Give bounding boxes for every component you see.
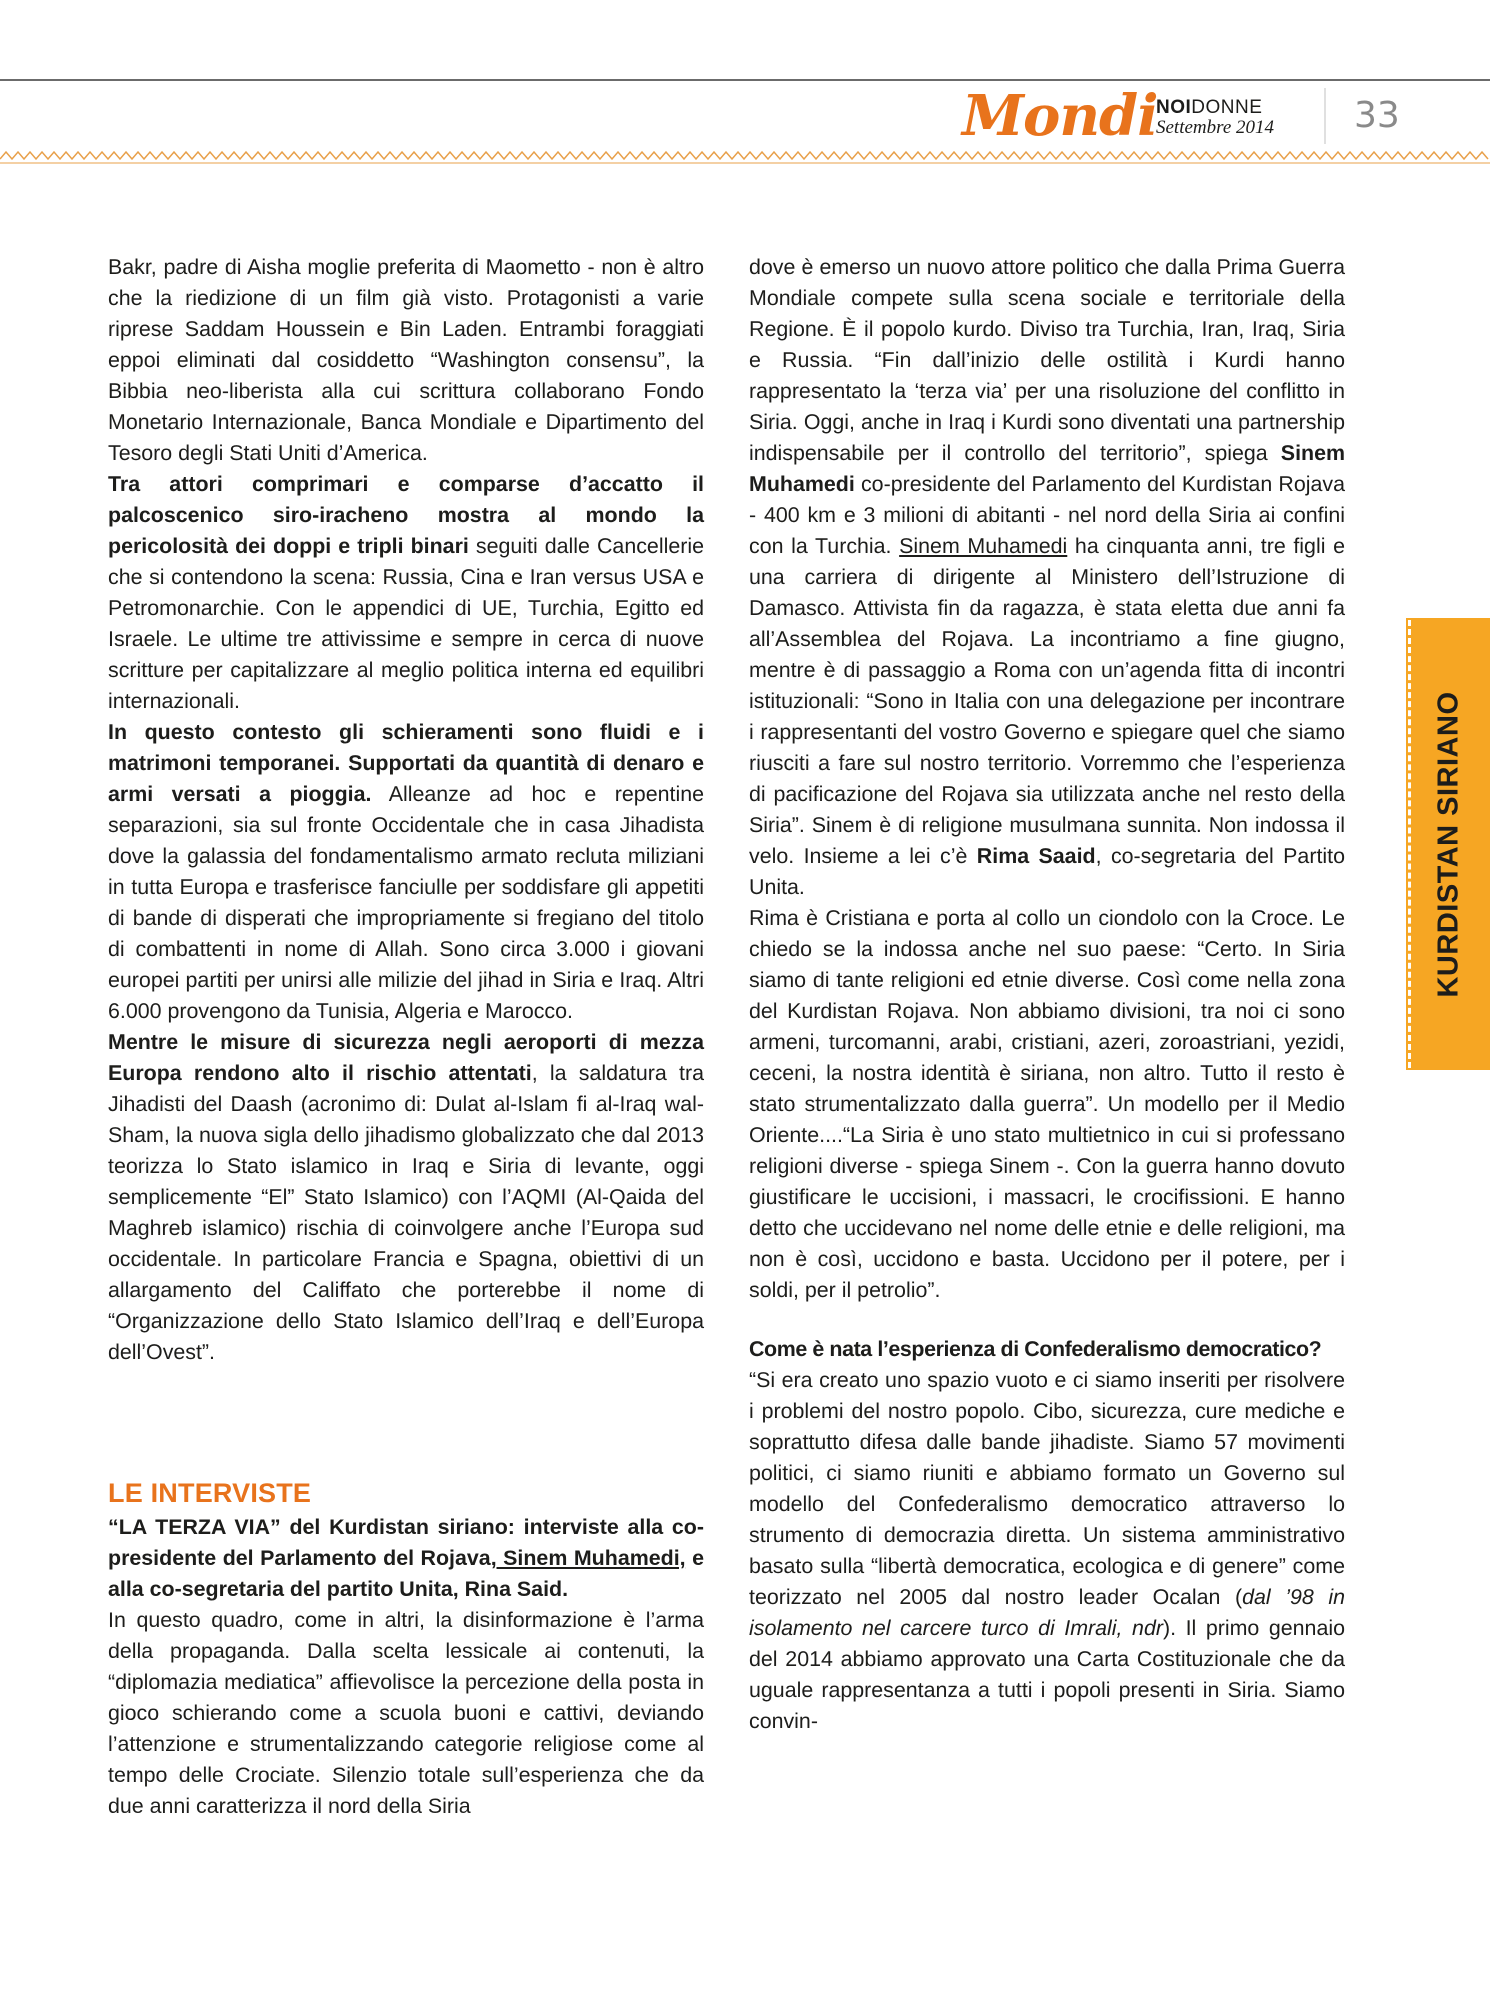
side-tab-label: KURDISTAN SIRIANO <box>1432 690 1465 998</box>
paragraph-text: ha cinquanta anni, tre figli e una carriera di dirigente al Ministero dell’Istruzione di Damasco. Attivista fin da ragazza, è stata eletta due anni fa all’Assemblea del Rojava. La incontriamo a fine giugno, mentre è di passaggio a Roma con un’agenda fitta di incontri istituzionali: “Sono in Italia con una delegazione per incontrare i rappresentanti del vostro Governo e spiegare quel che siamo riusciti a fare sul nostro territorio. Vorremmo che l’esperienza di pacificazione del Rojava sia utilizzata anche nel resto della Siria”. Sinem è di religione musulmana sunnita. Non indossa il velo. Insieme a lei c’è <box>749 534 1345 868</box>
paragraph <box>108 1027 704 1368</box>
magazine-name <box>1156 98 1274 118</box>
paragraph <box>108 717 704 1027</box>
paragraph-text: dove è emerso un nuovo attore politico che dalla Prima Guerra Mondiale compete sulla scena sociale e territoriale della Regione. È il popolo kurdo. Diviso tra Turchia, Iran, Iraq, Siria e Russia. “Fin dall’inizio delle ostilità i Kurdi hanno rappresentato la ‘terza via’ per una risoluzione del conflitto in Siria. Oggi, anche in Iraq i Kurdi sono diventati una partnership indispensabile per il controllo del territorio”, spiega <box>749 255 1345 465</box>
paragraph-text: Bakr, padre di Aisha moglie preferita di Maometto - non è altro che la riedizione di un film già visto. Protagonisti a varie riprese Saddam Houssein e Bin Laden. Entrambi foraggiati eppoi eliminati dal cosiddetto “Washington consensu”, la Bibbia neo-liberista alla cui scrittura collaborano Fondo Monetario Internazionale, Banca Mondiale e Dipartimento del Tesoro degli Stati Uniti d’America. <box>108 255 704 465</box>
right-column <box>749 252 1345 1737</box>
paragraph-text: In questo quadro, come in altri, la disinformazione è l’arma della propaganda. Dalla scelta lessicale ai contenuti, la “diplomazia mediatica” affievolisce la percezione della posta in gioco schierando come a scuola buoni e cattivi, deviando l’attenzione e strumentalizzando categorie religiose come al tempo delle Crociate. Silenzio totale sull’esperienza che da due anni caratterizza il nord della Siria <box>108 1608 704 1818</box>
paragraph-text: Alleanze ad hoc e repentine separazioni, sia sul fronte Occidentale che in casa Jihadista dove la galassia del fondamentalismo armato recluta miliziani in tutta Europa e trasferisce fanciulle per soddisfare gli appetiti di bande di disperati che impropriamente si fregiano del titolo di combattenti in nome di Allah. Sono circa 3.000 i giovani europei partiti per unirsi alle milizie del jihad in Siria e Iraq. Altri 6.000 provengono da Tunisia, Algeria e Marocco. <box>108 782 704 1023</box>
zigzag-border <box>0 150 1490 164</box>
paragraph-text: co-presidente del Parlamento del Kurdistan Rojava - 400 km e 3 milioni di abitanti - nel nord della Siria ai confini con la Turchia. <box>749 472 1345 558</box>
paragraph <box>749 252 1345 903</box>
bold-name: Sinem Muhamedi <box>749 441 1345 496</box>
paragraph-text: ). Il primo gennaio del 2014 abbiamo approvato una Carta Costituzionale che da uguale rappresentanza a tutti i popoli presenti in Siria. Siamo convin- <box>749 1616 1345 1733</box>
page-number: 33 <box>1354 95 1400 136</box>
header-divider <box>1324 88 1326 144</box>
paragraph-text: “Si era creato uno spazio vuoto e ci siamo inseriti per risolvere i problemi del nostro popolo. Cibo, sicurezza, cure mediche e soprattutto difesa dalle bande jihadiste. Siamo 57 movimenti politici, ci siamo riuniti e abbiamo formato un Governo sul modello del Confederalismo democratico attraverso lo strumento di democrazia diretta. Un sistema amministrativo basato sulla “libertà democratica, ecologica e di genere” come teorizzato nel 2005 dal nostro leader Ocalan ( <box>749 1368 1345 1609</box>
interviews-section <box>108 1476 704 1822</box>
bold-name: Rima Saaid <box>976 844 1096 868</box>
paragraph <box>108 252 704 469</box>
paragraph-text: Rima è Cristiana e porta al collo un ciondolo con la Croce. Le chiedo se la indossa anche nel suo paese: “Certo. In Siria siamo di tante religioni ed etnie diverse. Così come nella zona del Kurdistan Rojava. Non abbiamo divisioni, tra noi ci sono armeni, turcomanni, arabi, cristiani, azeri, zoroastriani, yezidi, ceceni, la nostra identità è siriana, non altro. Tutto il resto è stato strumentalizzato dalla guerra”. Un modello per il Medio Oriente....“La Siria è uno stato multietnico in cui si professano religioni diverse - spiega Sinem -. Con la guerra hanno dovuto giustificare le uccisioni, i massacri, le crocifissioni. E hanno detto che uccidevano nel nome delle etnie e delle religioni, ma non è così, uccidono e basta. Uccidono per il potere, per i soldi, per il petrolio”. <box>749 906 1345 1302</box>
paragraph <box>749 903 1345 1306</box>
spacer <box>749 1306 1345 1334</box>
issue-date: Settembre 2014 <box>1156 117 1275 138</box>
section-title: Mondi <box>962 83 1158 149</box>
lead-text: e alla co-segretaria del partito Unita, Rina Said. <box>108 1546 705 1601</box>
magazine-masthead <box>1156 98 1274 138</box>
bold-text: Tra attori comprimari e comparse d’accatto il palcoscenico siro-iracheno mostra al mondo la pericolosità dei doppi e tripli binari <box>108 472 704 558</box>
magazine-name-bold: NOI <box>1156 97 1192 118</box>
side-tab-label-wrap <box>1408 620 1490 1068</box>
magazine-name-rest: DONNE <box>1191 97 1263 118</box>
paragraph <box>108 469 704 717</box>
name-link[interactable]: , Sinem Muhamedi, <box>490 1546 686 1570</box>
interview-question: Come è nata l’esperienza di Confederalismo democratico? <box>749 1337 1322 1361</box>
paragraph-text: , la saldatura tra Jihadisti del Daash (acronimo di: Dulat al-Islam fi al-Iraq wal-Sham, la nuova sigla dello jihadismo globalizzato che dal 2013 teorizza lo Stato islamico in Iraq e Siria di levante, oggi semplicemente “El” Stato Islamico) con l’AQMI (Al-Qaida del Maghreb islamico) rischia di coinvolgere anche l’Europa sud occidentale. In particolare Francia e Spagna, obiettivi di un allargamento del Califfato che porterebbe il nome di “Organizzazione dello Stato Islamico dell’Iraq e dell’Europa dell’Ovest”. <box>108 1061 704 1364</box>
paragraph-text: seguiti dalle Cancellerie che si contendono la scena: Russia, Cina e Iran versus USA e Petromonarchie. Con le appendici di UE, Turchia, Egitto ed Israele. Le ultime tre attivissime e sempre in cerca di nuove scritture per capitalizzare al meglio politica interna ed equilibri internazionali. <box>108 534 704 713</box>
name-link[interactable]: Sinem Muhamedi <box>899 534 1068 558</box>
top-rule <box>0 79 1490 81</box>
bold-text: In questo contesto gli schieramenti sono fluidi e i matrimoni temporanei. Supportati da quantità di denaro e armi versati a pioggia. <box>108 720 704 806</box>
left-column <box>108 252 704 1368</box>
page-header <box>0 82 1490 154</box>
paragraph <box>108 1605 704 1822</box>
interviews-lead <box>108 1512 704 1605</box>
italic-note: dal ’98 in isolamento nel carcere turco di Imrali, ndr <box>749 1585 1345 1640</box>
paragraph <box>749 1365 1345 1737</box>
lead-text: “LA TERZA VIA” del Kurdistan siriano: interviste alla co-presidente del Parlamento del Rojava <box>108 1515 704 1570</box>
paragraph-text: , co-segretaria del Partito Unita. <box>749 844 1345 899</box>
section-heading: LE INTERVISTE <box>108 1478 312 1508</box>
bold-text: Mentre le misure di sicurezza negli aeroporti di mezza Europa rendono alto il rischio attentati <box>108 1030 704 1085</box>
